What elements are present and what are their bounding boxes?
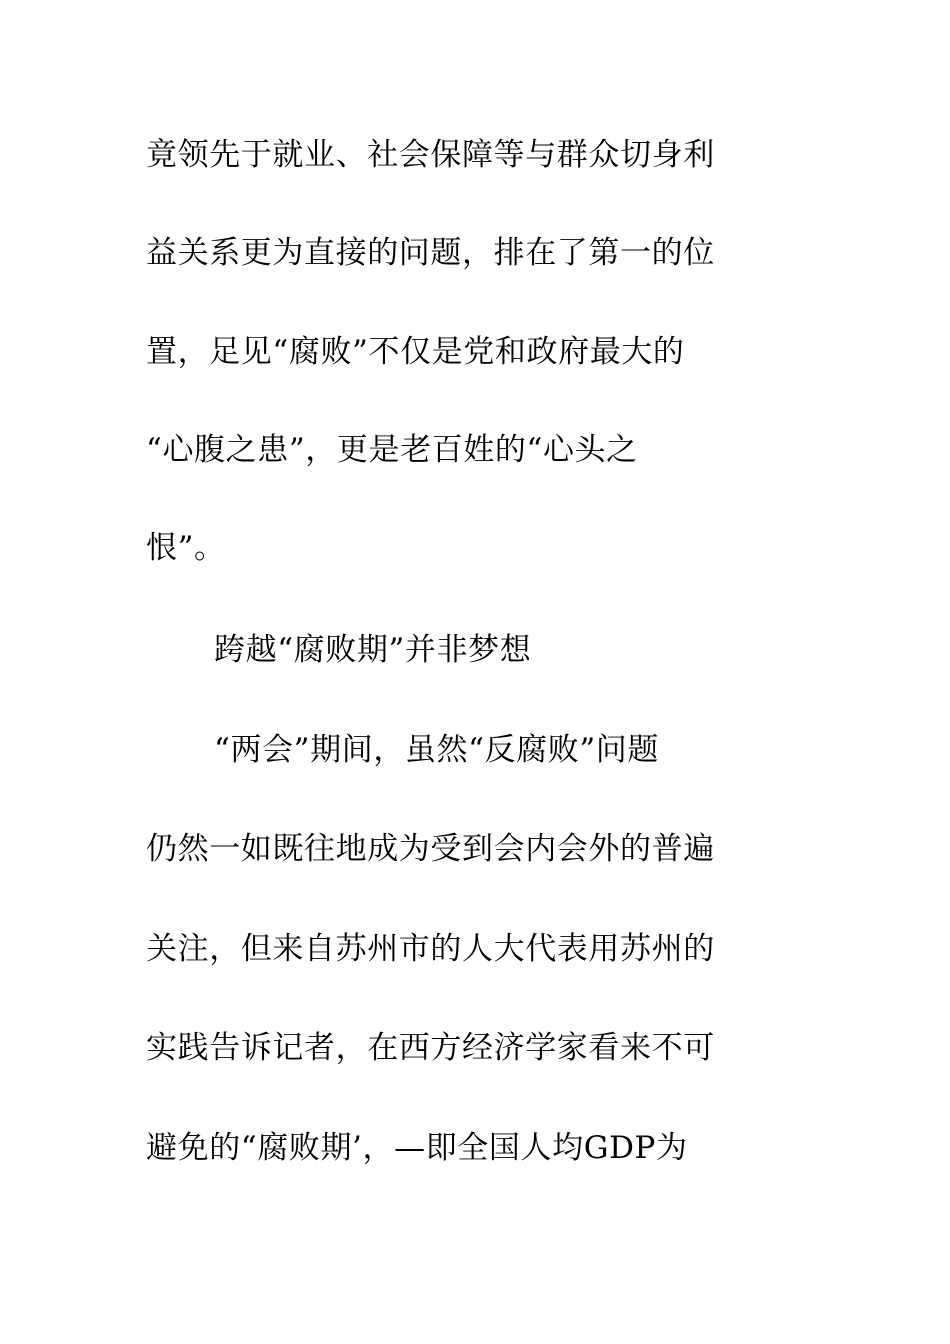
text-line: “两会”期间，虽然“反腐败”问题 [214, 732, 659, 768]
text-line: 恨”。 [146, 530, 226, 566]
text-line: “心腹之患”，更是老百姓的“心头之 [146, 432, 638, 468]
text-line: 避免的“腐败期’，—即全国人均GDP为 [146, 1130, 688, 1166]
text-line: 竟领先于就业、社会保障等与群众切身利 [146, 137, 715, 173]
section-heading: 跨越“腐败期”并非梦想 [214, 632, 532, 668]
text-line: 仍然一如既往地成为受到会内会外的普遍 [146, 831, 715, 867]
text-line: 置，足见“腐败”不仅是党和政府最大的 [146, 334, 685, 370]
text-line: 益关系更为直接的问题，排在了第一的位 [146, 235, 715, 271]
text-line: 关注，但来自苏州市的人大代表用苏州的 [146, 931, 715, 967]
text-line: 实践告诉记者，在西方经济学家看来不可 [146, 1030, 715, 1066]
